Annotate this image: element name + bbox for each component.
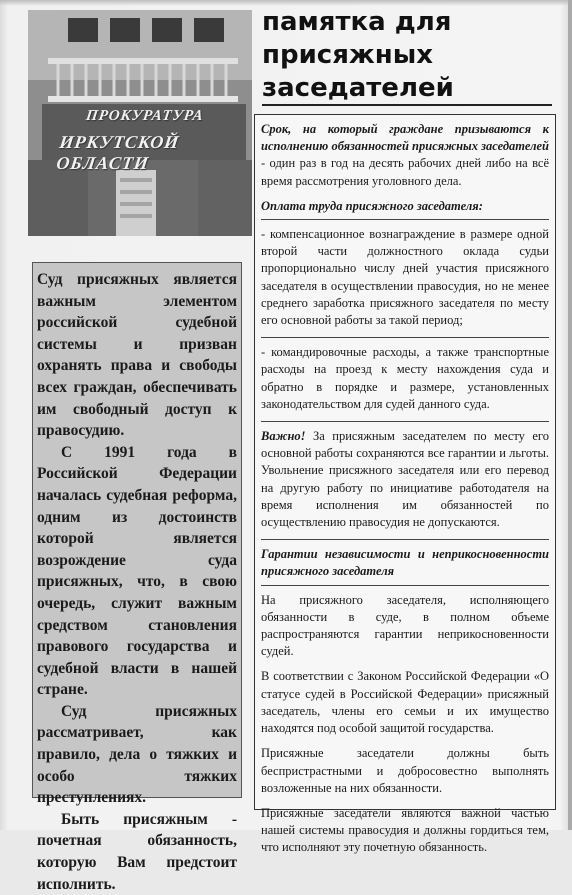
guarantee-paragraph-1: На присяжного заседателя, исполняющего обязанности в суде, в полном объеме распространяются гарантии неприкосновенности судей.: [261, 592, 549, 659]
guarantees-heading-text: Гарантии независимости и неприкосновенности присяжного заседателя: [261, 547, 549, 579]
intro-paragraph-4: Быть присяжным - почетная обязанность, которую Вам предстоит исполнить.: [37, 810, 237, 893]
term-paragraph: [261, 121, 549, 190]
term-heading: Срок, на который граждане призываются к исполнению обязанностей присяжных заседателей: [261, 122, 549, 154]
pay-heading: [261, 198, 549, 215]
sign-line-1: ПРОКУРАТУРА: [84, 108, 205, 124]
intro-paragraph-1: Суд присяжных является важным элементом российской судебной системы и призван охранять права и свободы всех граждан, обеспечивать им свободный доступ к правосудию.: [37, 271, 237, 440]
page-edge: [568, 0, 572, 830]
intro-paragraph-2: С 1991 года в Российской Федерации началась судебная реформа, одним из достоинств которой является возрождение суда присяжных, что, в свою очередь, служит важным средством становления правового государства и судебной власти в нашей стране.: [37, 443, 237, 699]
info-box: [254, 114, 556, 855]
important-text: За присяжным заседателем по месту его основной работы сохраняются все гарантии и льготы. Увольнение присяжного заседателя или его перевод на другую работу по инициативе работодателя на время исполнения им обязанностей по осуществлению правосудия не допускаются.: [261, 429, 549, 530]
sign-line-2: ИРКУТСКОЙ ОБЛАСТИ: [55, 132, 181, 173]
divider: [261, 219, 549, 220]
title-line-3: заседателей: [262, 73, 454, 103]
term-text: - один раз в год на десять рабочих дней либо на всё время рассмотрения уголовного дела.: [261, 156, 549, 188]
divider: [261, 337, 549, 338]
title-line-1: памятка для: [262, 7, 452, 37]
pay-item-2: - командировочные расходы, а также транспортные расходы на проезд к месту нахождения суда и обратно в порядке и размере, установленных законодательством для судей данного суда.: [261, 345, 549, 411]
building-photo: [28, 10, 252, 236]
pay-heading-text: Оплата труда присяжного заседателя:: [261, 198, 483, 213]
divider: [261, 585, 549, 586]
pay-item-1: - компенсационное вознаграждение в размере одной второй части должностного оклада судьи пропорционально числу дней участия присяжного заседателя в осуществлении правосудия, но не менее среднего заработка присяжного заседателя по месту его основной работы за такой период;: [261, 227, 549, 328]
divider: [261, 539, 549, 540]
divider: [261, 421, 549, 422]
guarantee-paragraph-4: Присяжные заседатели являются важной частью нашей системы правосудия и должны гордиться тем, что исполняют эту почетную обязанность.: [261, 805, 549, 855]
guarantee-paragraph-3: Присяжные заседатели должны быть беспристрастными и добросовестно выполнять возложенные на них обязанности.: [261, 746, 549, 795]
intro-box: [32, 262, 242, 893]
guarantees-heading: [261, 546, 549, 580]
page-title: [262, 6, 552, 105]
guarantee-paragraph-2: В соответствии с Законом Российской Федерации «О статусе судей в Российской Федерации» присяжный заседатель, члены его семьи и их имущество находятся под особой защитой государства.: [261, 669, 549, 736]
important-paragraph: [261, 428, 549, 531]
intro-paragraph-3: Суд присяжных рассматривает, как правило, дела о тяжких и особо тяжких преступлениях.: [37, 702, 237, 807]
important-label: Важно!: [261, 429, 306, 444]
title-rule: [262, 104, 552, 106]
title-line-2: присяжных: [262, 40, 434, 70]
